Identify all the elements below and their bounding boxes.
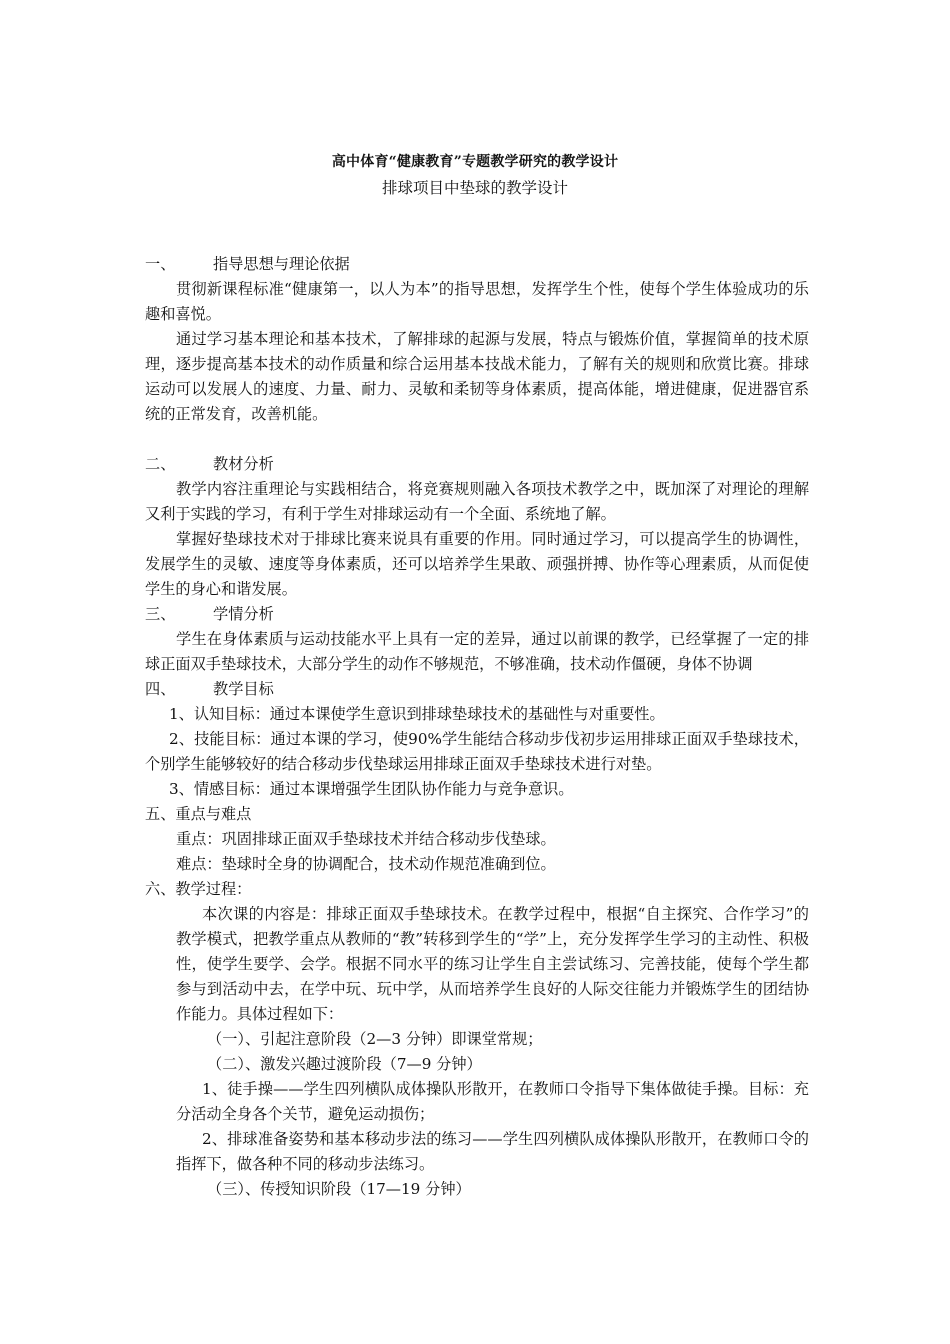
stage-heading: （二）、激发兴趣过渡阶段（7—9 分钟） [207, 1055, 482, 1073]
stage-heading: （三）、传授知识阶段（17—19 分钟） [207, 1180, 471, 1198]
section-number: 四、 [145, 680, 176, 698]
paragraph: 教学内容注重理论与实践相结合，将竞赛规则融入各项技术教学之中，既加深了对理论的理解又利于实践的学习，有利于学生对排球运动有一个全面、系统地了解。 [145, 480, 809, 523]
section-title: 学情分析 [213, 605, 274, 623]
section-heading-guiding-ideas [145, 252, 809, 277]
section-heading-material-analysis [145, 452, 809, 477]
section-heading-student-analysis [145, 602, 809, 627]
document-title: 高中体育“健康教育”专题教学研究的教学设计 [331, 154, 619, 170]
paragraph: 学生在身体素质与运动技能水平上具有一定的差异，通过以前课的教学，已经掌握了一定的排球正面双手垫球技术，大部分学生的动作不够规范，不够准确，技术动作僵硬，身体不协调 [145, 630, 809, 673]
key-point: 重点：巩固排球正面双手垫球技术并结合移动步伐垫球。 [176, 830, 556, 848]
spacer [145, 427, 809, 452]
objective-affective: 3、情感目标：通过本课增强学生团队协作能力与竞争意识。 [169, 780, 574, 798]
process-intro: 本次课的内容是：排球正面双手垫球技术。在教学过程中，根据“自主探究、合作学习”的教学模式，把教学重点从教师的“教”转移到学生的“学”上，充分发挥学生学习的主动性、积极性，使学生要学、会学。根据不同水平的练习让学生自主尝试练习、完善技能，使每个学生都参与到活动中去，在学中玩、玩中学，从而培养学生良好的人际交往能力并锻炼学生的团结协作能力。具体过程如下： [176, 905, 809, 1023]
document-subtitle: 排球项目中垫球的教学设计 [381, 179, 568, 197]
objective-cognitive: 1、认知目标：通过本课使学生意识到排球垫球技术的基础性与对重要性。 [169, 705, 665, 723]
section-title: 教材分析 [213, 455, 274, 473]
section-number: 三、 [145, 605, 176, 623]
objective-skill: 2、技能目标：通过本课的学习，使90%学生能结合移动步伐初步运用排球正面双手垫球技术，个别学生能够较好的结合移动步伐垫球运用排球正面双手垫球技术进行对垫。 [145, 730, 809, 773]
section-title: 教学目标 [213, 680, 274, 698]
section-number: 二、 [145, 455, 176, 473]
paragraph: 通过学习基本理论和基本技术，了解排球的起源与发展，特点与锻炼价值，掌握简单的技术原理，逐步提高基本技术的动作质量和综合运用基本技战术能力，了解有关的规则和欣赏比赛。排球运动可以发展人的速度、力量、耐力、灵敏和柔韧等身体素质，提高体能，增进健康，促进器官系统的正常发育，改善机能。 [145, 330, 809, 423]
difficulty-point: 难点：垫球时全身的协调配合，技术动作规范准确到位。 [176, 855, 556, 873]
section-title: 指导思想与理论依据 [213, 255, 350, 273]
stage-step: 1、徒手操——学生四列横队成体操队形散开，在教师口令指导下集体做徒手操。目标：充分活动全身各个关节，避免运动损伤； [176, 1080, 809, 1123]
document-body [145, 252, 809, 1202]
stage-step: 2、排球准备姿势和基本移动步法的练习——学生四列横队成体操队形散开，在教师口令的指挥下，做各种不同的移动步法练习。 [176, 1130, 809, 1173]
section-heading-key-points: 五、重点与难点 [145, 805, 252, 823]
section-heading-teaching-process: 六、教学过程： [145, 880, 252, 898]
stage-heading: （一）、引起注意阶段（2—3 分钟）即课堂常规； [207, 1030, 543, 1048]
paragraph: 掌握好垫球技术对于排球比赛来说具有重要的作用。同时通过学习，可以提高学生的协调性，发展学生的灵敏、速度等身体素质，还可以培养学生果敢、顽强拼搏、协作等心理素质，从而促使学生的身心和谐发展。 [145, 530, 809, 598]
paragraph: 贯彻新课程标准“健康第一，以人为本”的指导思想，发挥学生个性，使每个学生体验成功的乐趣和喜悦。 [145, 280, 809, 323]
section-heading-objectives [145, 677, 809, 702]
section-number: 一、 [145, 255, 176, 273]
